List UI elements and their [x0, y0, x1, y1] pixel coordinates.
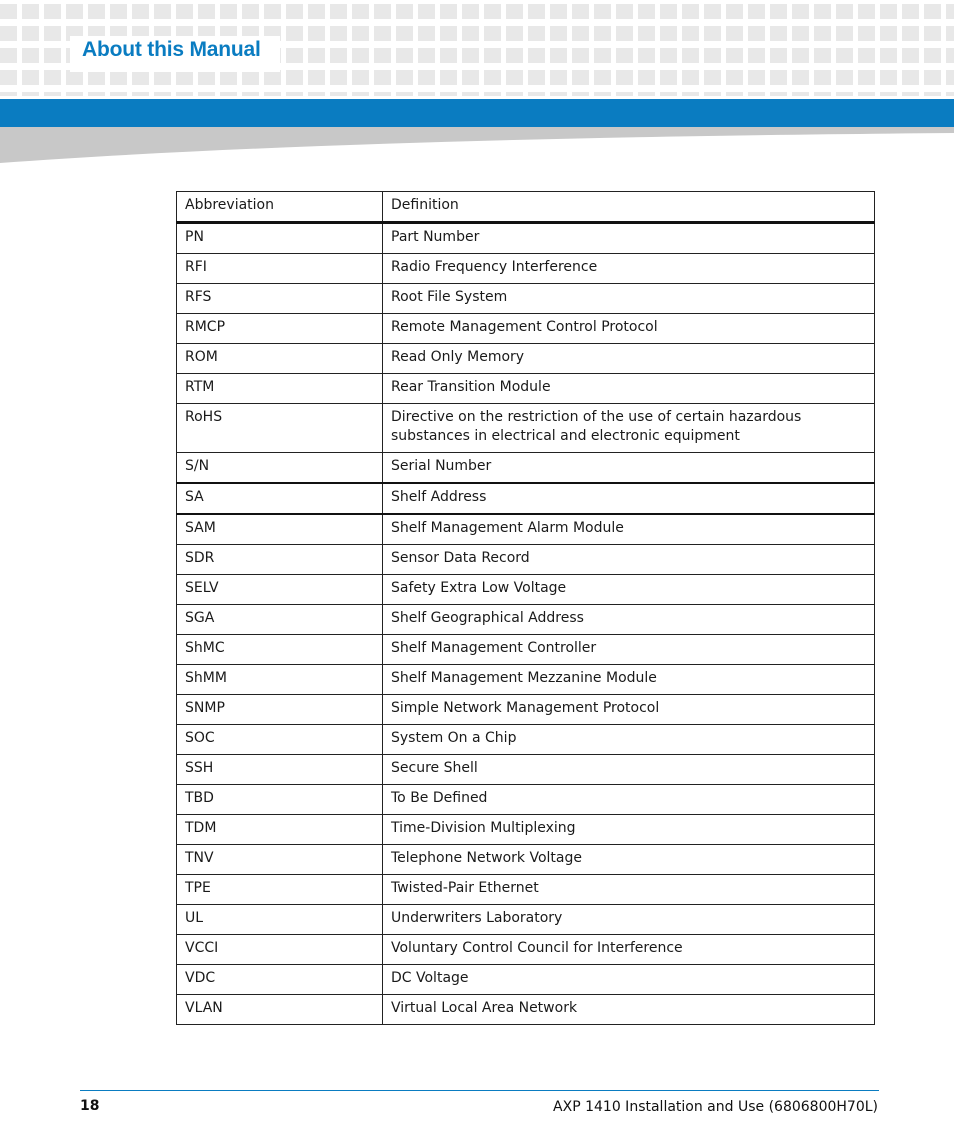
definition-cell: Simple Network Management Protocol	[383, 695, 875, 725]
abbreviation-cell: RTM	[177, 374, 383, 404]
table-row	[177, 875, 875, 905]
abbreviation-cell: RFI	[177, 254, 383, 284]
abbreviation-cell: ShMC	[177, 635, 383, 665]
definition-cell: DC Voltage	[383, 965, 875, 995]
definition-cell: System On a Chip	[383, 725, 875, 755]
abbreviation-cell: SELV	[177, 575, 383, 605]
definition-cell: Underwriters Laboratory	[383, 905, 875, 935]
definition-cell: To Be Defined	[383, 785, 875, 815]
page-number: 18	[80, 1098, 100, 1114]
abbreviation-cell: TDM	[177, 815, 383, 845]
table-row	[177, 223, 875, 254]
table-row	[177, 483, 875, 514]
abbreviation-table	[176, 191, 875, 1025]
abbreviation-cell: PN	[177, 223, 383, 254]
table-row	[177, 695, 875, 725]
table-row	[177, 284, 875, 314]
abbreviation-cell: UL	[177, 905, 383, 935]
definition-cell: Voluntary Control Council for Interference	[383, 935, 875, 965]
abbreviation-cell: SOC	[177, 725, 383, 755]
document-title: AXP 1410 Installation and Use (6806800H70L)	[553, 1099, 878, 1115]
abbreviation-cell: SSH	[177, 755, 383, 785]
table-row	[177, 545, 875, 575]
table-row	[177, 785, 875, 815]
table-row	[177, 935, 875, 965]
abbreviation-cell: TPE	[177, 875, 383, 905]
definition-cell: Serial Number	[383, 453, 875, 484]
definition-cell: Shelf Management Alarm Module	[383, 514, 875, 545]
definition-cell: Part Number	[383, 223, 875, 254]
table-row	[177, 254, 875, 284]
table-row	[177, 905, 875, 935]
abbreviation-cell: ShMM	[177, 665, 383, 695]
definition-cell: Sensor Data Record	[383, 545, 875, 575]
definition-cell: Remote Management Control Protocol	[383, 314, 875, 344]
abbreviation-cell: TBD	[177, 785, 383, 815]
abbreviation-cell: SAM	[177, 514, 383, 545]
table-row	[177, 995, 875, 1025]
table-row	[177, 514, 875, 545]
table-row	[177, 965, 875, 995]
abbreviation-cell: VCCI	[177, 935, 383, 965]
definition-cell: Telephone Network Voltage	[383, 845, 875, 875]
table-row	[177, 815, 875, 845]
page-title: About this Manual	[82, 38, 261, 61]
definition-cell: Shelf Management Controller	[383, 635, 875, 665]
table-body	[177, 223, 875, 1025]
definition-cell: Root File System	[383, 284, 875, 314]
abbreviation-cell: S/N	[177, 453, 383, 484]
definition-cell: Shelf Geographical Address	[383, 605, 875, 635]
table-row	[177, 404, 875, 453]
definition-cell: Secure Shell	[383, 755, 875, 785]
definition-cell: Read Only Memory	[383, 344, 875, 374]
table-header-row	[177, 192, 875, 223]
table-row	[177, 635, 875, 665]
definition-cell: Directive on the restriction of the use of certain hazardous substances in electrical and electronic equipment	[383, 404, 875, 453]
definition-cell: Safety Extra Low Voltage	[383, 575, 875, 605]
definition-cell: Virtual Local Area Network	[383, 995, 875, 1025]
definition-cell: Shelf Address	[383, 483, 875, 514]
table-row	[177, 575, 875, 605]
footer-divider	[80, 1090, 879, 1091]
table-row	[177, 845, 875, 875]
abbreviation-cell: RoHS	[177, 404, 383, 453]
definition-cell: Time-Division Multiplexing	[383, 815, 875, 845]
table-row	[177, 344, 875, 374]
definition-cell: Twisted-Pair Ethernet	[383, 875, 875, 905]
abbreviation-cell: VDC	[177, 965, 383, 995]
definition-cell: Radio Frequency Interference	[383, 254, 875, 284]
abbreviation-cell: RFS	[177, 284, 383, 314]
abbreviation-cell: SDR	[177, 545, 383, 575]
definition-cell: Shelf Management Mezzanine Module	[383, 665, 875, 695]
table-row	[177, 374, 875, 404]
column-header-definition: Definition	[383, 192, 875, 223]
header-swoosh	[0, 127, 954, 163]
table-row	[177, 453, 875, 484]
abbreviation-cell: VLAN	[177, 995, 383, 1025]
table-row	[177, 665, 875, 695]
abbreviation-cell: RMCP	[177, 314, 383, 344]
abbreviation-cell: ROM	[177, 344, 383, 374]
table-row	[177, 605, 875, 635]
table-row	[177, 755, 875, 785]
abbreviation-cell: SGA	[177, 605, 383, 635]
abbreviation-cell: SA	[177, 483, 383, 514]
header-bar	[0, 99, 954, 127]
column-header-abbreviation: Abbreviation	[177, 192, 383, 223]
table-row	[177, 314, 875, 344]
table-row	[177, 725, 875, 755]
abbreviation-cell: SNMP	[177, 695, 383, 725]
definition-cell: Rear Transition Module	[383, 374, 875, 404]
abbreviation-cell: TNV	[177, 845, 383, 875]
